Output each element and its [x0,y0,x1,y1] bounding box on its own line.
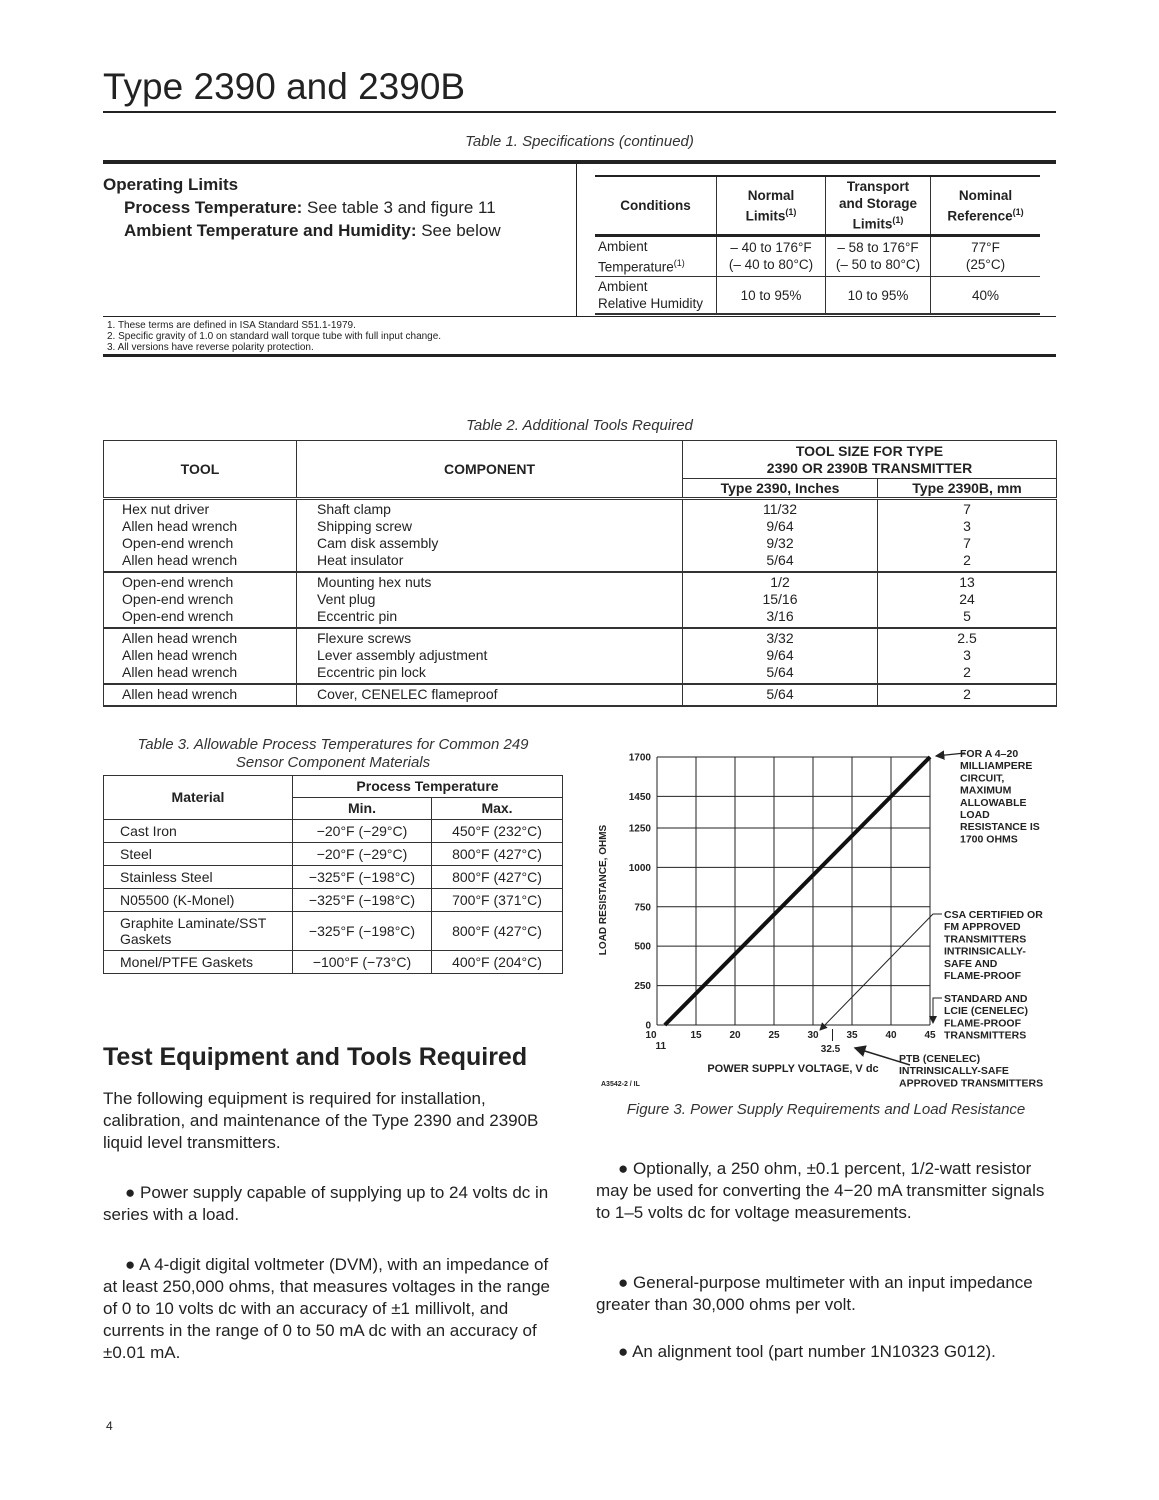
table-row [104,684,1057,706]
inches-cell: 5/64 [683,552,878,572]
y-tick-label: 1000 [628,862,651,874]
col-nominal: Nominal Reference$^{(1)}$ [931,176,1041,235]
mm-cell: 5 [878,608,1057,628]
table-row [104,889,563,912]
material-cell: Graphite Laminate/SST Gaskets [104,912,293,951]
mm-cell: 7 [878,499,1057,519]
annotation-ptb: APPROVED TRANSMITTERS [899,1077,1044,1090]
figure-caption: Figure 3. Power Supply Requirements and Load Resistance [626,1101,1026,1118]
min-cell: −20°F (−29°C) [293,820,432,843]
mm-cell: 3 [878,518,1057,535]
inches-cell: 15/16 [683,591,878,608]
table-row: Ambient Temperature$^{(1)}$ – 40 to 176°F (– 40 to 80°C) – 58 to 176°F (– 50 to 80°C) 77°F (25°C) [595,235,1040,277]
component-cell: Eccentric pin [297,608,683,628]
tool-cell: Open-end wrench [104,572,297,591]
y-tick-label: 1450 [628,791,651,803]
component-cell: Cover, CENELEC flameproof [297,684,683,706]
bullet-item: ● Optionally, a 250 ohm, ±0.1 percent, 1/2-watt resistor may be used for converting the 4−20 mA transmitter signals to 1–5 volts dc for voltage measurements. [596,1159,1045,1222]
table1-divider [576,164,577,316]
component-cell: Mounting hex nuts [297,572,683,591]
operating-limits-table [595,175,1040,315]
mm-cell: 2.5 [878,628,1057,647]
annotation-csa: FM APPROVED [944,921,1021,934]
csa-arrow [820,914,942,1030]
y-tick-label: 750 [634,902,651,914]
tools-table [103,440,1057,707]
mm-cell: 7 [878,535,1057,552]
tool-cell: Allen head wrench [104,552,297,572]
annotation-csa: FLAME-PROOF [944,970,1021,982]
table-row [104,608,1057,628]
max-cell: 400°F (204°C) [432,951,563,974]
annotation-std: LCIE (CENELEC) [944,1005,1028,1018]
tool-cell: Open-end wrench [104,591,297,608]
footnote: 1. These terms are defined in ISA Standard S51.1-1979. [107,320,356,331]
table-row [104,951,563,974]
table-row [104,664,1057,684]
annotation-std: FLAME-PROOF [944,1017,1021,1030]
material-cell: Cast Iron [104,820,293,843]
mm-cell: 24 [878,591,1057,608]
table3-caption: Table 3. Allowable Process Temperatures for Common 249 Sensor Component Materials [137,736,529,771]
material-cell: N05500 (K-Monel) [104,889,293,912]
inches-cell: 9/64 [683,647,878,664]
material-cell: Monel/PTFE Gaskets [104,951,293,974]
col-transport: Transport and Storage Limits$^{(1)}$ [826,176,931,235]
x-tick-label: 25 [768,1030,780,1041]
inches-cell: 5/64 [683,684,878,706]
table1-bottom-rule [103,354,1056,357]
max-cell: 800°F (427°C) [432,843,563,866]
table-row [104,912,563,951]
mm-cell: 13 [878,572,1057,591]
inches-cell: 3/32 [683,628,878,647]
table-row [104,843,563,866]
material-cell: Stainless Steel [104,866,293,889]
table1-top-rule [103,160,1056,164]
inches-cell: 9/32 [683,535,878,552]
table-row [104,628,1057,647]
annotation-csa: INTRINSICALLY- [944,945,1026,958]
col-tool: TOOL [104,441,297,499]
max-cell: 800°F (427°C) [432,912,563,951]
col-tool-size: TOOL SIZE FOR TYPE 2390 OR 2390B TRANSMITTER [683,441,1057,479]
x-tick-label: 10 [645,1030,657,1041]
annotation-csa: SAFE AND [944,957,998,970]
x-axis-label: POWER SUPPLY VOLTAGE, V dc [707,1063,879,1075]
table-row [104,591,1057,608]
max-cell: 450°F (232°C) [432,820,563,843]
intro-paragraph: The following equipment is required for installation, calibration, and maintenance of the Type 2390 and 2390B liquid level transmitters. [103,1089,539,1152]
power-supply-chart [590,740,1060,1100]
x-tick-label: 30 [807,1030,819,1041]
tool-cell: Allen head wrench [104,647,297,664]
ambient-text: See below [416,221,501,240]
table-row [104,647,1057,664]
min-cell: −325°F (−198°C) [293,889,432,912]
component-cell: Lever assembly adjustment [297,647,683,664]
col-conditions: Conditions [595,176,717,235]
inches-cell: 11/32 [683,499,878,519]
page-title: Type 2390 and 2390B [103,66,466,107]
col-component: COMPONENT [297,441,683,499]
min-cell: −325°F (−198°C) [293,866,432,889]
component-cell: Shipping screw [297,518,683,535]
footnotes [107,320,441,353]
min-cell: −100°F (−73°C) [293,951,432,974]
table-row [104,499,1057,519]
table1-caption: Table 1. Specifications (continued) [465,133,694,150]
inches-cell: 1/2 [683,572,878,591]
annotation-max: MAXIMUM [960,784,1012,797]
table-row [104,552,1057,572]
inches-cell: 3/16 [683,608,878,628]
table2-caption: Table 2. Additional Tools Required [466,417,693,434]
bullet-item: ● A 4-digit digital voltmeter (DVM), with an impedance of at least 250,000 ohms, that measures voltages in the range of 0 to 10 volts dc with an accuracy of ±1 millivolt, and currents in the range of 0 to 50 mA dc with an accuracy of ±0.01 mA. [103,1255,550,1362]
col-mm: Type 2390B, mm [878,479,1057,499]
load-line [665,757,930,1025]
y-tick-label: 500 [634,941,651,953]
mm-cell: 3 [878,647,1057,664]
table-row [104,535,1057,552]
y-tick-label: 250 [634,981,651,993]
process-temperatures-table [103,775,563,974]
y-tick-label: 1700 [628,752,651,764]
component-cell: Heat insulator [297,552,683,572]
col-min: Min. [293,798,432,820]
col-max: Max. [432,798,563,820]
process-temp-label: Process Temperature: [124,198,303,217]
annotation-ptb: INTRINSICALLY-SAFE [899,1065,1009,1078]
component-cell: Cam disk assembly [297,535,683,552]
x-tick-label: 35 [846,1030,858,1041]
tool-cell: Hex nut driver [104,499,297,519]
annotation-ptb: PTB (CENELEC) [899,1053,981,1065]
annotation-max: MILLIAMPERE [960,760,1033,773]
std-arrow [933,998,942,1023]
inches-cell: 9/64 [683,518,878,535]
col-material: Material [104,776,293,820]
figure-id: A3542-2 / IL [601,1081,640,1088]
table-row [104,572,1057,591]
x-tick-label: 45 [924,1030,936,1041]
max-cell: 800°F (427°C) [432,866,563,889]
table-row [104,518,1057,535]
title-rule [103,111,1056,113]
page-number: 4 [106,1419,113,1433]
x-tick-label: 40 [885,1030,897,1041]
min-cell: −20°F (−29°C) [293,843,432,866]
material-cell: Steel [104,843,293,866]
x-tick-label: 20 [729,1030,741,1041]
mm-cell: 2 [878,664,1057,684]
y-tick-label: 1250 [628,823,651,835]
component-cell: Shaft clamp [297,499,683,519]
annotation-max: FOR A 4–20 [960,748,1019,760]
inches-cell: 5/64 [683,664,878,684]
annotation-std: STANDARD AND [944,993,1028,1005]
bullet-item: ● General-purpose multimeter with an input impedance greater than 30,000 ohms per volt. [596,1273,1033,1314]
bullet-item: ● Power supply capable of supplying up to 24 volts dc in series with a load. [103,1183,549,1224]
footnote: 3. All versions have reverse polarity protection. [107,342,314,353]
x-tick-label: 11 [655,1041,667,1052]
min-cell: −325°F (−198°C) [293,912,432,951]
annotation-max: CIRCUIT, [960,772,1005,785]
ambient-label: Ambient Temperature and Humidity: [124,221,417,240]
component-cell: Eccentric pin lock [297,664,683,684]
operating-limits [103,173,501,242]
tool-cell: Allen head wrench [104,628,297,647]
x-tick-label: 15 [690,1030,702,1041]
col-normal: Normal Limits$^{(1)}$ [717,176,826,235]
section-heading: Test Equipment and Tools Required [103,1043,528,1071]
mm-cell: 2 [878,684,1057,706]
tool-cell: Allen head wrench [104,684,297,706]
col-inches: Type 2390, Inches [683,479,878,499]
y-axis-label: LOAD RESISTANCE, OHMS [598,824,609,956]
component-cell: Vent plug [297,591,683,608]
tool-cell: Open-end wrench [104,535,297,552]
annotation-csa: TRANSMITTERS [944,933,1027,946]
annotation-std: TRANSMITTERS [944,1029,1027,1042]
tool-cell: Allen head wrench [104,664,297,684]
table-row [104,866,563,889]
table-row [104,820,563,843]
process-temp-text: See table 3 and figure 11 [302,198,496,217]
table-row: Ambient Relative Humidity 10 to 95% 10 to 95% 40% [595,277,1040,315]
col-process-temp: Process Temperature [293,776,563,798]
annotation-max: RESISTANCE IS [960,821,1040,834]
footnote-rule [103,316,1056,317]
bullet-item: ● An alignment tool (part number 1N10323 G012). [618,1342,996,1361]
annotation-max: LOAD [960,809,990,821]
x-tick-label: 32.5 [820,1044,841,1055]
annotation-max: ALLOWABLE [960,796,1027,809]
mm-cell: 2 [878,552,1057,572]
operating-limits-heading: Operating Limits [103,175,239,194]
tool-cell: Open-end wrench [104,608,297,628]
component-cell: Flexure screws [297,628,683,647]
footnote: 2. Specific gravity of 1.0 on standard wall torque tube with full input change. [107,331,442,342]
annotation-csa: CSA CERTIFIED OR [944,909,1043,921]
tool-cell: Allen head wrench [104,518,297,535]
y-tick-label: 0 [645,1020,651,1032]
max-cell: 700°F (371°C) [432,889,563,912]
annotation-max: 1700 OHMS [960,833,1018,846]
